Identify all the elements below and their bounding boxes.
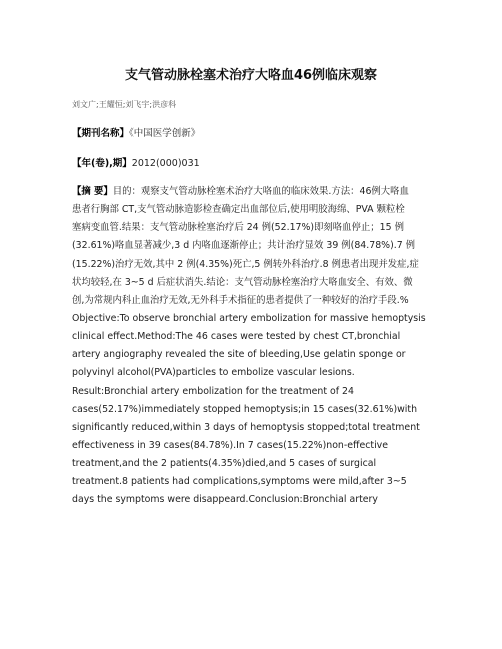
abstract-line: days the symptoms were disappeard.Conclusion:Bronchial artery	[72, 494, 378, 506]
abstract-line: 塞病变血管.结果：支气管动脉栓塞治疗后 24 例(52.17%)即刻咯血停止；15 例	[72, 222, 404, 234]
authors: 刘文广;王耀恒;刘飞宇;洪彦科	[72, 100, 177, 109]
abstract-line: (15.22%)治疗无效,其中 2 例(4.35%)死亡,5 例转外科治疗.8 例患者出现并发症,症	[72, 258, 419, 270]
year-value: 2012(000)031	[131, 158, 200, 169]
journal-field	[72, 125, 200, 139]
abstract-line: treatment,and the 2 patients(4.35%)died,and 5 cases of surgical	[72, 458, 377, 470]
abstract-block	[72, 183, 436, 510]
abstract-line	[72, 183, 436, 201]
abstract-line: Result:Bronchial artery embolization for the treatment of 24	[72, 385, 354, 397]
abstract-line: 创,为常规内科止血治疗无效,无外科手术指征的患者提供了一种较好的治疗手段.%	[72, 294, 409, 306]
abstract-line: 状均较轻,在 3~5 d 后症状消失.结论：支气管动脉栓塞治疗大咯血安全、有效、微	[72, 276, 413, 288]
year-field	[72, 155, 200, 169]
abstract-line: (32.61%)咯血显著减少,3 d 内咯血逐渐停止；共计治疗显效 39 例(84.78%).7 例	[72, 240, 416, 252]
page-title: 支气管动脉栓塞术治疗大咯血46例临床观察	[124, 68, 378, 83]
abstract-line: significantly reduced,within 3 days of hemoptysis stopped;total treatment	[72, 421, 420, 433]
abstract-label: 【摘 要】	[72, 186, 113, 197]
abstract-line: effectiveness in 39 cases(84.78%).In 7 cases(15.22%)non-effective	[72, 439, 388, 451]
abstract-line: Objective:To observe bronchial artery embolization for massive hemoptysis	[72, 312, 426, 324]
journal-value: 《中国医学创新》	[129, 128, 201, 139]
year-label: 【年(卷),期】	[72, 158, 132, 169]
abstract-text: 目的：观察支气管动脉栓塞术治疗大咯血的临床效果.方法：46例大咯血	[112, 186, 409, 197]
abstract-line: treatment.8 patients had complications,symptoms were mild,after 3~5	[72, 476, 407, 488]
abstract-line: cases(52.17%)immediately stopped hemoptysis;in 15 cases(32.61%)with	[72, 403, 418, 415]
journal-label: 【期刊名称】	[72, 128, 130, 139]
abstract-line: polyvinyl alcohol(PVA)particles to embolize vascular lesions.	[72, 367, 355, 379]
abstract-line: artery angiography revealed the site of bleeding,Use gelatin sponge or	[72, 349, 406, 361]
abstract-line: clinical effect.Method:The 46 cases were tested by chest CT,bronchial	[72, 331, 401, 343]
abstract-line: 患者行胸部 CT,支气管动脉造影检查确定出血部位后,使用明胶海绵、PVA 颗粒栓	[72, 204, 405, 216]
